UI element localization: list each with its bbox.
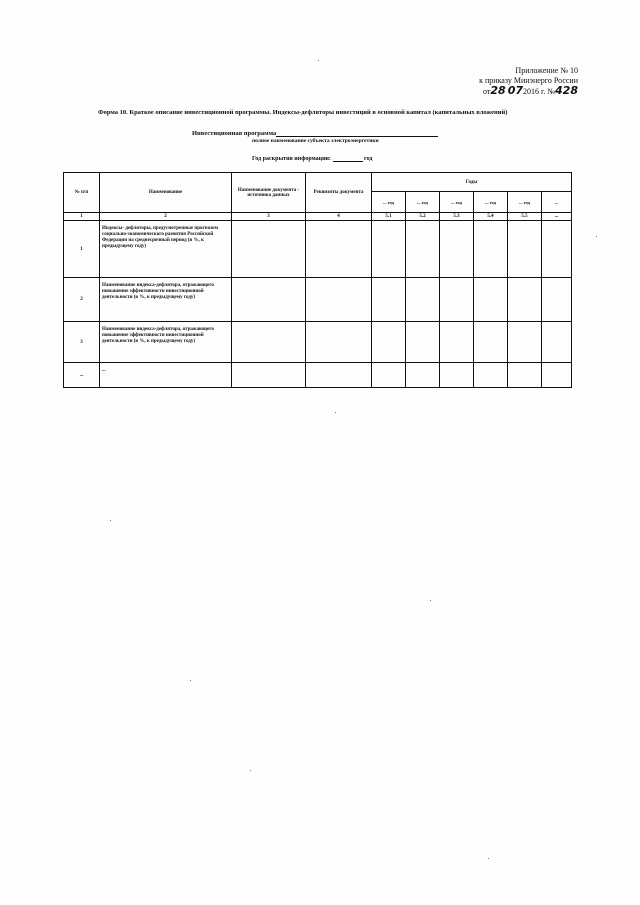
header-years: Годы xyxy=(372,173,572,192)
deflator-table xyxy=(63,172,572,388)
empty-cell xyxy=(372,221,406,278)
empty-cell xyxy=(232,278,306,322)
header-year-cell: ... год xyxy=(508,192,542,213)
table-row xyxy=(64,278,572,322)
empty-cell xyxy=(232,322,306,363)
empty-cell xyxy=(542,278,572,322)
column-number: 3 xyxy=(232,213,306,221)
header-doc-details: Реквизиты документа xyxy=(306,173,372,213)
header-year-cell: ... год xyxy=(406,192,440,213)
program-line xyxy=(192,129,438,137)
appendix-block xyxy=(479,66,578,97)
empty-cell xyxy=(474,363,508,388)
row-index: 2 xyxy=(64,278,100,322)
header-doc-name: Наименование документа - источника данных xyxy=(232,173,306,213)
header-num: № п/п xyxy=(64,173,100,213)
scan-speck xyxy=(110,520,111,521)
column-number: 5.2 xyxy=(406,213,440,221)
empty-cell xyxy=(440,322,474,363)
empty-cell xyxy=(440,363,474,388)
empty-cell xyxy=(508,322,542,363)
empty-cell xyxy=(372,322,406,363)
empty-cell xyxy=(542,221,572,278)
row-index: 3 xyxy=(64,322,100,363)
empty-cell xyxy=(406,363,440,388)
handwritten-number: 428 xyxy=(555,84,578,97)
empty-cell xyxy=(440,221,474,278)
appendix-order: к приказу Минэнерго России xyxy=(479,76,578,85)
empty-cell xyxy=(508,221,542,278)
column-number: 1 xyxy=(64,213,100,221)
empty-cell xyxy=(474,278,508,322)
row-name: Индексы- дефляторы, предусмотренные прогнозом социально-экономического развития Российской Федерации на среднесрочный период (в %, к предыдущему году) xyxy=(100,221,232,278)
disclosure-blank xyxy=(333,155,363,162)
disclosure-label: Год раскрытия информации: xyxy=(252,156,332,162)
row-index: ... xyxy=(64,363,100,388)
date-prefix: от xyxy=(483,87,491,96)
empty-cell xyxy=(306,322,372,363)
empty-cell xyxy=(232,221,306,278)
row-name: Наименование индекса-дефлятора, отражающего повышение эффективности инвестиционной деятельности (в %, к предыдущему году) xyxy=(100,322,232,363)
column-number-row xyxy=(64,213,572,221)
empty-cell xyxy=(372,278,406,322)
empty-cell xyxy=(306,363,372,388)
row-name: ... xyxy=(100,363,232,388)
empty-cell xyxy=(440,278,474,322)
empty-cell xyxy=(508,363,542,388)
column-number: 5.1 xyxy=(372,213,406,221)
table-row xyxy=(64,363,572,388)
subject-caption: полное наименование субъекта электроэнергетики xyxy=(252,138,379,144)
row-index: 1 xyxy=(64,221,100,278)
column-number: 4 xyxy=(306,213,372,221)
empty-cell xyxy=(508,278,542,322)
program-label: Инвестиционная программа xyxy=(192,130,277,137)
disclosure-suffix: год xyxy=(364,156,373,162)
scan-speck xyxy=(335,412,336,413)
column-number: 2 xyxy=(100,213,232,221)
disclosure-year-line xyxy=(252,155,372,162)
empty-cell xyxy=(474,221,508,278)
column-number: ... xyxy=(542,213,572,221)
scan-speck xyxy=(596,236,597,237)
table-row xyxy=(64,221,572,278)
empty-cell xyxy=(474,322,508,363)
column-number: 5.3 xyxy=(440,213,474,221)
column-number: 5.4 xyxy=(474,213,508,221)
column-number: 5.5 xyxy=(508,213,542,221)
scan-speck xyxy=(190,680,191,681)
empty-cell xyxy=(306,221,372,278)
empty-cell xyxy=(372,363,406,388)
header-row-1 xyxy=(64,173,572,192)
scan-speck xyxy=(318,60,319,61)
form-title: Форма 10. Краткое описание инвестиционной программы. Индексы-дефляторы инвестиций в основной капитал (капитальных вложений) xyxy=(98,109,508,116)
empty-cell xyxy=(542,322,572,363)
empty-cell xyxy=(406,221,440,278)
handwritten-day: 28 xyxy=(490,84,506,97)
header-year-cell: ... год xyxy=(474,192,508,213)
handwritten-month: 07 xyxy=(507,84,524,97)
header-name: Наименование xyxy=(100,173,232,213)
empty-cell xyxy=(406,278,440,322)
empty-cell xyxy=(542,363,572,388)
row-name: Наименование индекса-дефлятора, отражающего повышение эффективности инвестиционной деятельности (в %, к предыдущему году) xyxy=(100,278,232,322)
scan-speck xyxy=(488,858,489,859)
appendix-title: Приложение № 10 xyxy=(515,66,578,75)
table-row xyxy=(64,322,572,363)
scan-speck xyxy=(250,770,251,771)
empty-cell xyxy=(406,322,440,363)
appendix-date xyxy=(479,86,578,97)
header-year-cell: ... год xyxy=(440,192,474,213)
program-blank xyxy=(276,129,438,137)
empty-cell xyxy=(306,278,372,322)
header-year-cell: ... xyxy=(542,192,572,213)
empty-cell xyxy=(232,363,306,388)
scan-speck xyxy=(430,600,431,601)
header-year-cell: ... год xyxy=(372,192,406,213)
date-year: 2016 г. № xyxy=(523,87,556,96)
